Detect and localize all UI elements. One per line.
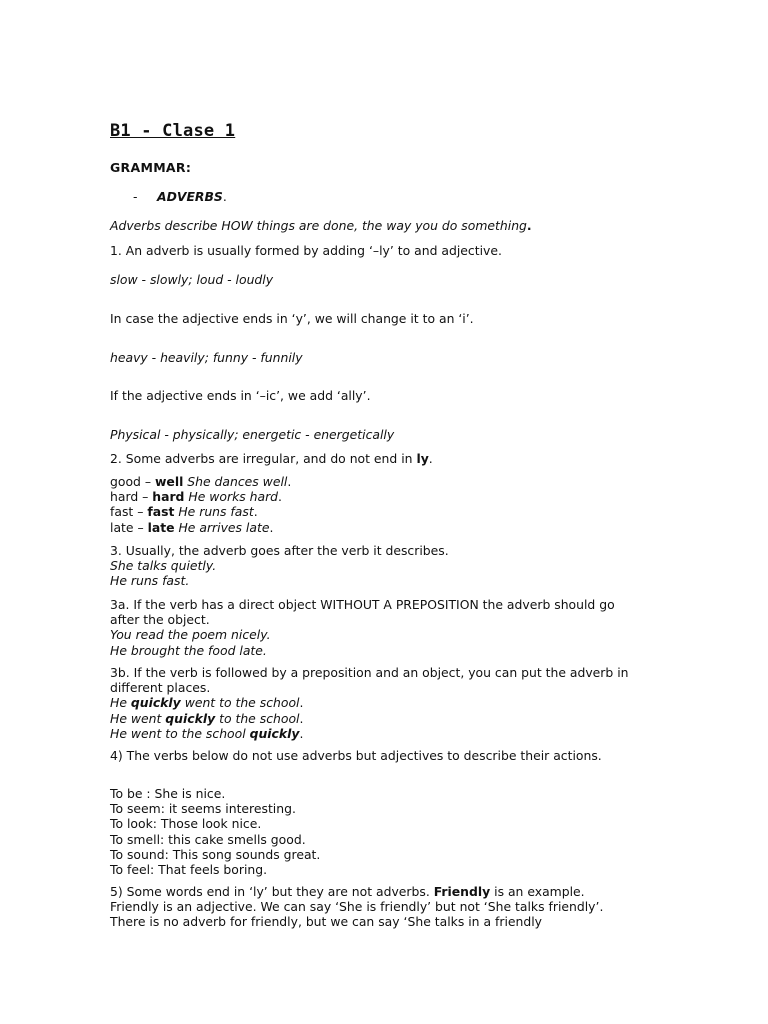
irregular-list (110, 474, 670, 535)
verb-item: To feel: That feels boring. (110, 862, 268, 878)
rule-1-example: slow - slowly; loud - loudly (110, 272, 274, 287)
irregular-item (110, 520, 670, 535)
rule-3a-line: after the object. (110, 612, 210, 628)
verb-item: To seem: it seems interesting. (110, 801, 296, 817)
rule-3b-line: 3b. If the verb is followed by a preposition and an object, you can put the adverb in (110, 665, 629, 680)
rule-3b-example: He quickly went to the school. (110, 695, 304, 711)
rule-y-example: heavy - heavily; funny - funnily (110, 350, 303, 365)
rule-y: In case the adjective ends in ‘y’, we will change it to an ‘i’. (110, 311, 474, 326)
irregular-end: . (287, 474, 292, 489)
rule-3: 3. Usually, the adverb goes after the verb it describes. (110, 543, 449, 558)
irregular-end: . (253, 504, 258, 520)
adverbs-period: . (222, 189, 227, 204)
rule-5-block (110, 884, 670, 930)
irregular-item (110, 504, 670, 519)
grammar-heading: GRAMMAR: (110, 160, 192, 175)
rule-3b-line: different places. (110, 680, 211, 696)
irregular-end: . (269, 519, 274, 535)
irregular-adv: fast (147, 504, 175, 520)
rule-3-example: He runs fast. (110, 573, 190, 589)
rule-4: 4) The verbs below do not use adverbs but adjectives to describe their actions. (110, 748, 602, 763)
rule-2 (110, 451, 670, 466)
rule-ic: If the adjective ends in ‘–ic’, we add ‘ally’. (110, 388, 371, 403)
verb-item: To look: Those look nice. (110, 816, 262, 832)
adverbs-label: ADVERBS (157, 189, 223, 204)
page-title: B1 - Clase 1 (110, 121, 236, 141)
adverbs-bullet (157, 189, 227, 204)
irregular-end: . (278, 489, 282, 505)
rule-1: 1. An adverb is usually formed by adding ‘–ly’ to and adjective. (110, 243, 502, 258)
irregular-adj: good – (110, 474, 155, 489)
irregular-adv: well (154, 474, 184, 489)
rule-3a-line: 3a. If the verb has a direct object WITHOUT A PREPOSITION the adverb should go (110, 597, 615, 612)
rule-2-bold: ly (416, 451, 429, 466)
rule-5-line-1: 5) Some words end in ‘ly’ but they are not adverbs. Friendly is an example. (110, 884, 585, 899)
rule-3a-example: He brought the food late. (110, 642, 267, 658)
intro-line (110, 218, 670, 233)
verb-list (110, 786, 670, 877)
verb-item: To smell: this cake smells good. (110, 831, 306, 847)
rule-3b-block (110, 665, 670, 741)
intro-period: . (526, 218, 532, 233)
rule-3-example: She talks quietly. (110, 558, 217, 574)
irregular-adj: fast – (110, 504, 148, 520)
irregular-example: He arrives late (174, 519, 270, 535)
irregular-example: She dances well (183, 474, 288, 489)
irregular-item (110, 489, 670, 504)
rule-3a-example: You read the poem nicely. (110, 627, 271, 643)
rule-2-end: . (428, 451, 433, 466)
irregular-adj: hard – (110, 489, 153, 505)
rule-3b-example: He went quickly to the school. (110, 710, 304, 726)
rule-3-block (110, 543, 670, 589)
rule-2-text: 2. Some adverbs are irregular, and do not end in (110, 451, 417, 466)
rule-3b-example: He went to the school quickly. (110, 725, 304, 741)
intro-text: Adverbs describe HOW things are done, the way you do something (110, 218, 527, 233)
irregular-adj: late – (110, 519, 148, 535)
irregular-example: He works hard (184, 489, 279, 505)
verb-item: To sound: This song sounds great. (110, 846, 321, 862)
irregular-item (110, 474, 670, 489)
rule-ic-example: Physical - physically; energetic - energetically (110, 427, 395, 442)
rule-3a-block (110, 597, 670, 658)
irregular-adv: late (147, 519, 175, 535)
bullet-dash: - (133, 189, 138, 204)
rule-5-line-3: There is no adverb for friendly, but we can say ‘She talks in a friendly (110, 914, 543, 930)
verb-item: To be : She is nice. (110, 786, 226, 801)
irregular-adv: hard (152, 489, 185, 505)
irregular-example: He runs fast (174, 504, 254, 520)
rule-5-line-2: Friendly is an adjective. We can say ‘She is friendly’ but not ‘She talks friendly’. (110, 899, 604, 915)
